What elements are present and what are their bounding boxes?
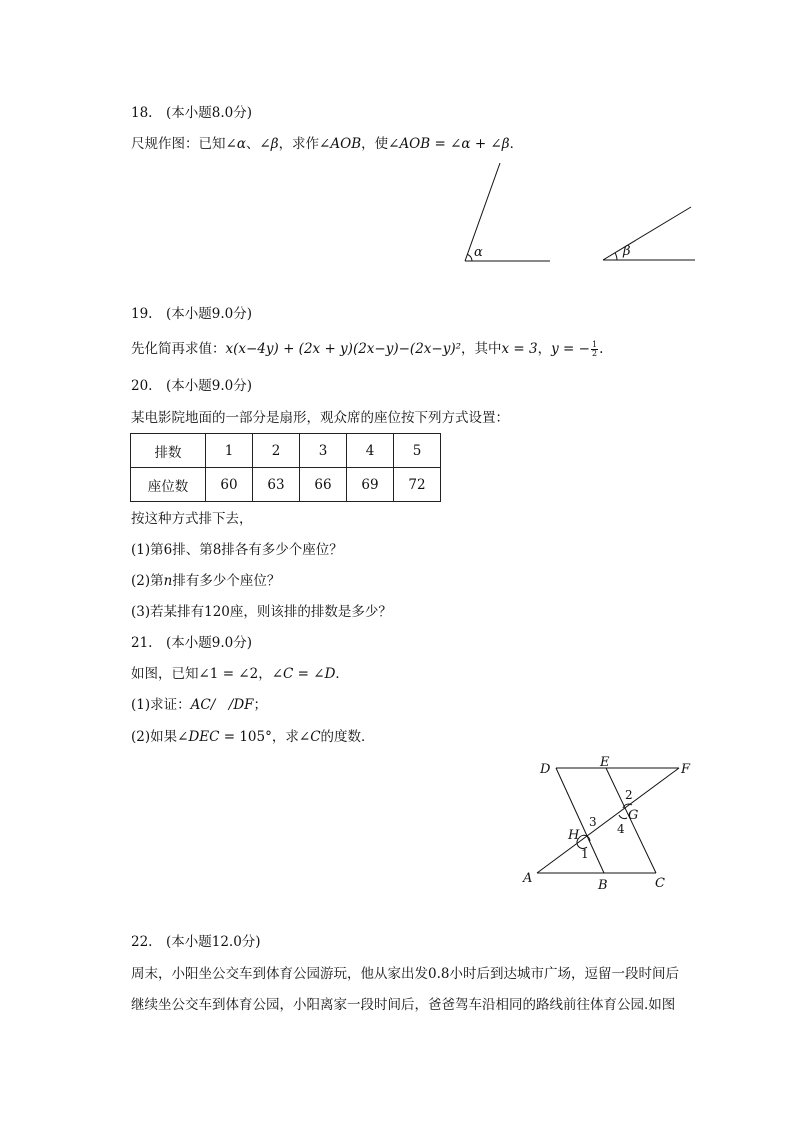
table-cell: 63 (253, 468, 300, 502)
angle-1-label: 1 (581, 847, 589, 861)
q19-expression: x(x−4y) + (2x + y)(2x−y)−(2x−y)² (225, 341, 462, 357)
seating-table (130, 433, 441, 502)
table-cell: 60 (206, 468, 253, 502)
table-cell: 2 (253, 434, 300, 468)
angle-figures (455, 155, 705, 270)
q21-part-2: (2)如果∠DEC = 105°，求∠C的度数． (131, 729, 375, 745)
angle-beta-figure (603, 207, 695, 260)
alpha-label: α (474, 245, 483, 260)
segment-DB (556, 768, 604, 873)
table-cell-seat-label: 座位数 (131, 468, 206, 502)
table-cell: 3 (300, 434, 347, 468)
beta-label: β (623, 244, 631, 259)
point-B-label: B (598, 878, 608, 893)
q20-intro: 某电影院地面的一部分是扇形，观众席的座位按下列方式设置： (131, 410, 509, 426)
alpha-arc (467, 254, 472, 261)
point-A-label: A (523, 871, 533, 886)
angle-3-label: 3 (589, 815, 597, 829)
geometry-figure (515, 755, 705, 895)
point-F-label: F (681, 762, 691, 777)
point-G-label: G (628, 808, 639, 823)
table-cell: 66 (300, 468, 347, 502)
point-C-label: C (655, 876, 665, 891)
q18-header: 18. (本小题8.0分) (131, 105, 252, 121)
point-E-label: E (600, 755, 610, 770)
table-cell: 4 (347, 434, 394, 468)
table-cell: 72 (394, 468, 441, 502)
q19-header: 19. (本小题9.0分) (131, 306, 252, 322)
angle-4-arc (619, 815, 627, 819)
q18-statement: 尺规作图：已知∠α、∠β，求作∠AOB，使∠AOB = ∠α + ∠β． (131, 136, 524, 152)
table-row (131, 468, 441, 502)
table-cell-row-label: 排数 (131, 434, 206, 468)
q20-part-3: (3)若某排有120座，则该排的排数是多少？ (131, 604, 392, 620)
beta-arc (615, 253, 617, 260)
q22-header: 22. (本小题12.0分) (131, 934, 261, 950)
q20-part-2: (2)第n排有多少个座位？ (131, 573, 281, 589)
point-D-label: D (540, 762, 551, 777)
table-cell: 5 (394, 434, 441, 468)
angle-alpha-figure (465, 163, 550, 261)
q22-line-1: 周末，小阳坐公交车到体育公园游玩，他从家出发0.8小时后到达城市广场，逗留一段时间后 (131, 966, 679, 982)
segment-AF (537, 768, 679, 873)
table-row (131, 434, 441, 468)
q21-header: 21. (本小题9.0分) (131, 635, 252, 651)
fraction-one-half: $\frac{1}{2}$ (591, 340, 598, 358)
q20-part-1: (1)第6排、第8排各有多少个座位？ (131, 542, 343, 558)
q21-given: 如图，已知∠1 = ∠2，∠C = ∠D． (131, 666, 349, 682)
angle-4-label: 4 (617, 822, 625, 836)
angle-2-label: 2 (625, 788, 633, 802)
table-cell: 1 (206, 434, 253, 468)
q20-header: 20. (本小题9.0分) (131, 378, 252, 394)
q19-statement: 先化简再求值：x(x−4y) + (2x + y)(2x−y)−(2x−y)²，其中x = 3，y = − $\frac{1}{2}$ . (131, 340, 604, 358)
q20-after-table: 按这种方式排下去， (131, 511, 253, 527)
table-cell: 69 (347, 468, 394, 502)
q21-part-1: (1)求证：AC/ /DF； (131, 697, 268, 713)
beta-ray-up (603, 207, 691, 260)
point-H-label: H (568, 828, 580, 843)
q22-line-2: 继续坐公交车到体育公园，小阳离家一段时间后，爸爸驾车沿相同的路线前往体育公园.如图 (131, 997, 676, 1013)
